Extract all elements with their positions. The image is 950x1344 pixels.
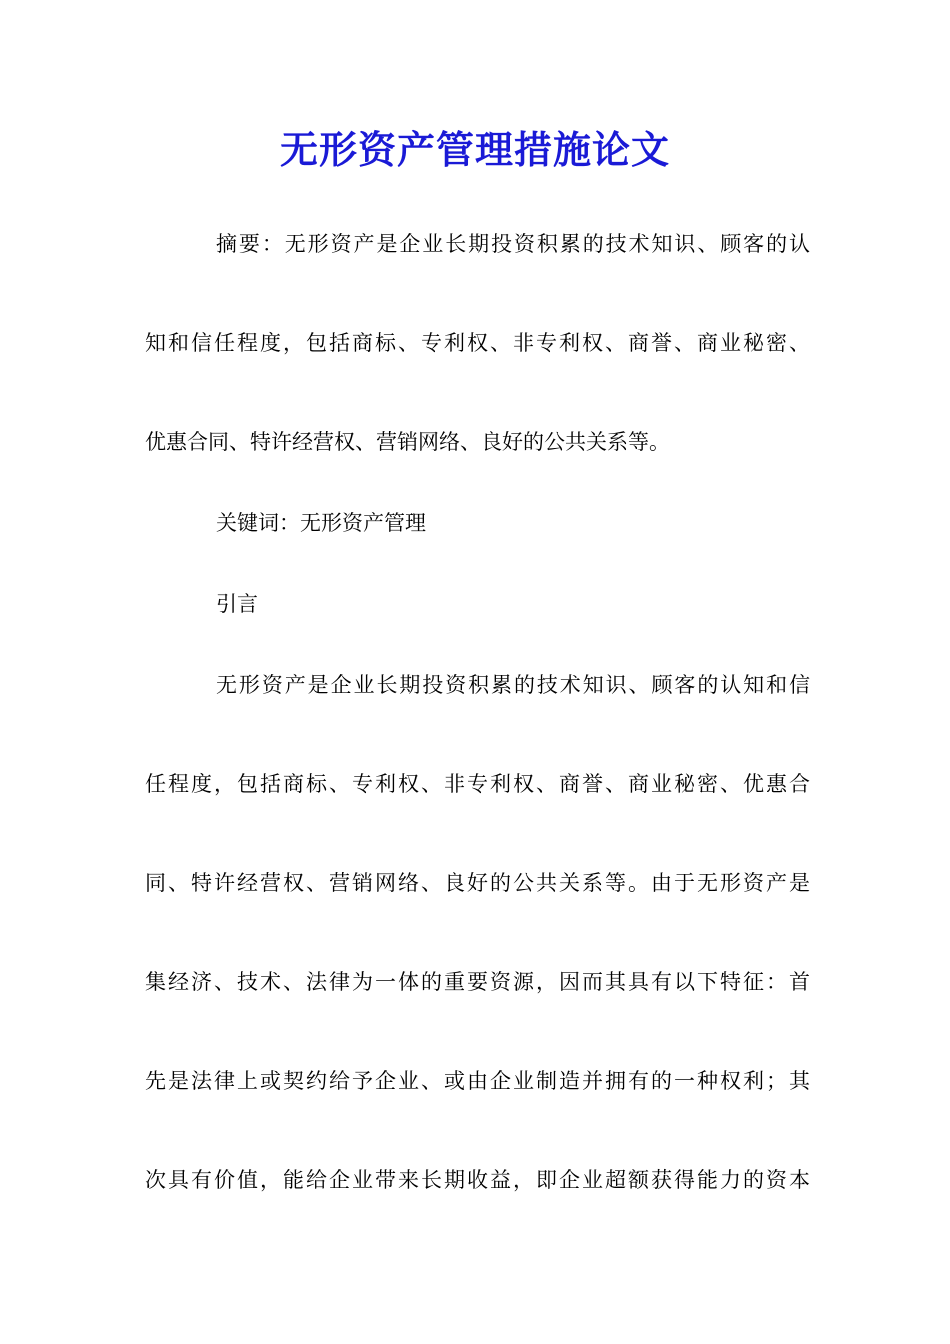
- section-heading: 引言: [216, 592, 258, 616]
- intro-line-3: 同、特许经营权、营销网络、良好的公共关系等。由于无形资产是: [145, 871, 810, 895]
- intro-line-5: 先是法律上或契约给予企业、或由企业制造并拥有的一种权利；其: [145, 1069, 810, 1093]
- intro-line-2: 任程度，包括商标、专利权、非专利权、商誉、商业秘密、优惠合: [145, 772, 810, 796]
- abstract-line-1: 摘要：无形资产是企业长期投资积累的技术知识、顾客的认: [216, 232, 810, 256]
- abstract-line-3: 优惠合同、特许经营权、营销网络、良好的公共关系等。: [145, 430, 670, 454]
- keywords-line: 关键词：无形资产管理: [216, 511, 426, 535]
- intro-line-6: 次具有价值，能给企业带来长期收益，即企业超额获得能力的资本: [145, 1168, 810, 1192]
- abstract-line-2: 知和信任程度，包括商标、专利权、非专利权、商誉、商业秘密、: [145, 331, 810, 355]
- intro-line-1: 无形资产是企业长期投资积累的技术知识、顾客的认知和信: [216, 673, 810, 697]
- intro-line-4: 集经济、技术、法律为一体的重要资源，因而其具有以下特征：首: [145, 970, 810, 994]
- document-title: 无形资产管理措施论文: [279, 127, 670, 172]
